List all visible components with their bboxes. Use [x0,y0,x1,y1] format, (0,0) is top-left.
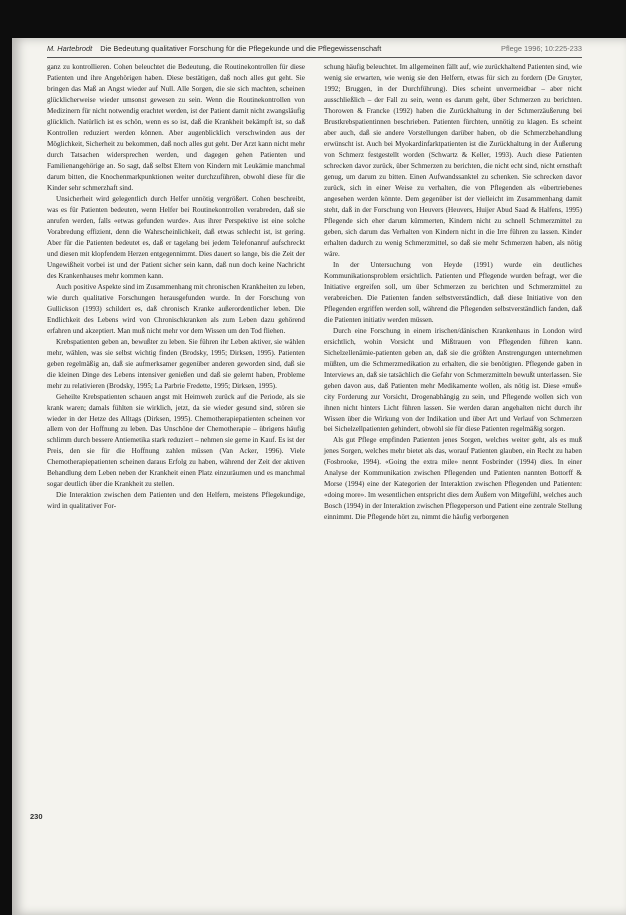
header-author: M. Hartebrodt [47,44,93,53]
paragraph: Auch positive Aspekte sind im Zusammenhang mit chronischen Krankheiten zu leben, wie durch qualitative Forschungen herausgefunden wurde. In der Forschung von Gullickson (1993) schildert es, daß chronisch Kranke außerordentlicher leben. Die Endlichkeit des Lebens wird von Chronischkranken als zum Leben dazu gehörend erfahren und akzeptiert. Man muß nicht mehr vor dem Wissen um den Tod fliehen. [47,282,305,335]
paragraph: In der Untersuchung von Heyde (1991) wurde ein deutliches Kommunikationsproblem ersichtlich. Patienten und Pflegende wurden befragt, wer die Initiative ergreifen soll, um über Schmerzen zu berichten und Schmerzmittel zu verabreichen. Die Patienten fanden selbstverständlich, daß diese Initiative von den Pflegenden ergriffen werden soll, während die Pflegenden selbstverständlich fanden, daß die Patienten initiativ werden müssen. [324,260,582,324]
page-number: 230 [30,812,43,821]
right-column [324,62,582,523]
paragraph: Unsicherheit wird gelegentlich durch Helfer unnötig vergrößert. Cohen beschreibt, was es für Patienten bedeuten, wenn Helfer bei Routinekontrollen verabreden, daß sie anrufen werden, falls «etwas gefunden wurde». Aus ihrer Perspektive ist eine solche Vorabredung effizient, denn die Wahrscheinlichkeit, daß etwas schlecht ist, ist gering. Aber für die Patienten bedeutet es, daß er tagelang bei jedem Telefonanruf aufschreckt und diesen mit klopfendem Herzen entgegennimmt. Dies dauert so lange, bis die Zeit der Ungewißheit vorbei ist und der Patient sicher sein kann, daß nun doch keine Nachricht des Krankenhauses mehr kommen kann. [47,194,305,280]
paragraph: Durch eine Forschung in einem irischen/dänischen Krankenhaus in London wird ersichtlich, wohin Vorsicht und Mißtrauen von Pflegenden führen kann. Sichelzellenämie-patienten geben an, daß sie die größten Anstrengungen unternehmen müßten, um die Schmerzmedikation zu erhalten, die sie benötigten. Pflegende gaben in Interviews an, daß sie tatsächlich die Gefahr von Schmerzmitteln bewußt unterlassen. Sie gehen davon aus, daß Patienten mehr Medikamente wollen, als nötig ist. Diese «muß» city Forderung zur Vorsicht, Drogenabhängig zu sein, und Pflegende wollen sich von ihnen nicht hinters Licht führen lassen. Sie werden daran angehalten nicht durch ihr Wissen über die Wirkung von der Indikation und über Art und Verlauf von Schmerzen bei Sichelzellpatienten gehindert, obwohl sie für diese Patienten regelmäßig sorgen. [324,326,582,434]
header-citation: Pflege 1996; 10:225-233 [501,44,582,53]
running-header [47,44,582,53]
paragraph: Geheilte Krebspatienten schauen angst mit Heimweh zurück auf die Periode, als sie krank waren; damals fühlten sie wirklich, jetzt, da sie wieder gesund sind, stören sie wieder in der Hetze des Alltags (Dirksen, 1995). Chemotherapiepatienten scheinen vor allem von der Hoffnung zu leben. Das Unschöne der Chemotherapie – übrigens häufig schlimm durch bessere Antiemetika stark reduziert – nehmen sie gerne in Kauf. Es ist der Preis, den sie für die Hoffnung zahlen müssen (Van Acker, 1996). Viele Chemotherapiepatienten scheinen daraus Erfolg zu haben, während der Zeit der aktiven Behandlung dem Leben neben der Krankheit einen Platz einzuräumen und es manchmal sogar deutlich über die Krankheit zu stellen. [47,392,305,489]
paragraph: Als gut Pflege empfinden Patienten jenes Sorgen, welches weiter geht, als es muß jenes Sorgen, welches mehr bietet als das, worauf Patienten glauben, ein Recht zu haben (Fosbrooke, 1994). «Going the extra mile» nennt Fosbrinder (1994) dies. In einer Analyse der Kommunikation zwischen Pflegenden und Patienten nannten Bottorff & Morse (1994) eine der Kategorien der Interaktion zwischen Pflegenden und Patienten: «doing more». Im wesentlichen entspricht dies dem Äußern von Mitgefühl, welches auch Bosch (1994) in der Interaktion zwischen Pflegeperson und Patient eine zentrale Stellung einnimmt. Die Pflegende hört zu, nimmt die häufig verborgenen [324,436,582,522]
header-rule [47,57,582,58]
paragraph: ganz zu kontrollieren. Cohen beleuchtet die Bedeutung, die Routinekontrollen für diese Patienten und ihre Angehörigen haben. Diese bestätigen, daß noch alles gut geht. Sie bringen das Maß an Angst wieder auf Null. Alle Sorgen, die sie sich machten, scheinen glücklicherweise wieder umsonst gewesen zu sein. Wenn die Routinekontrollen von Medizinern für nicht notwendig erachtet werden, ist der Patient damit nicht zwangsläufig glücklich. Natürlich ist es schön, wenn es so ist, daß die Krankheit bekämpft ist, so daß Kontrollen reduziert werden können. Aber augenblicklich verschwinden aus der Möglichkeit, Sicherheit zu bekommen, daß noch alles gut geht. Der Arzt kann nicht mehr durch Tatsachen widersprechen werden, und dagegen gehen Patienten und Familienangehörige an. So sagt, daß selbst Eltern von Kindern mit Leukämie manchmal darum bitten, die Knochenmarkpunktionen weiter durchzuführen, obwohl diese für die Kinder sehr schmerzhaft sind. [47,63,305,192]
header-title: Die Bedeutung qualitativer Forschung für die Pflegekunde und die Pflegewissenschaft [100,44,382,53]
paragraph: schung häufig beleuchtet. Im allgemeinen fällt auf, wie zurückhaltend Patienten sind, wie wenig sie erwarten, wie wenig sie den Helfern, etwas für sich zu fordern (De Gruyter, 1992; Bruggen, in der Durchführung). Dies scheint unvermeidbar – aber nicht ausschließlich – der Fall zu sein, wenn es darum geht, über Schmerzen zu berichten. Thorowen & Francke (1992) haben die Zurückhaltung in der Schmerzäußerung bei Brustkrebspatientinnen beschrieben. Patienten fürchten, unnötig zu klagen. Es scheint aber auch, daß sie andere Vorstellungen darüber haben, ob die Schmerzbehandlung erwünscht ist. Auch bei Myokardinfarktpatienten ist die Zurückhaltung in der Äußerung von Schmerz festgestellt worden (Schwartz & Keller, 1993). Auch diese Patienten schrecken davor zurück, über Schmerzen zu berichten, die nicht echt sind, nicht ernsthaft genug, um darum zu bitten. Einen Aufwandssanktel zu schenken. Sie schrecken davor zurück, sich in einer Weise zu verhalten, die von Pflegenden als «übertriebenes angesehen werden könnte. Dem gegenüber ist der vielleicht im Zusammenhang damit steht, daß in der Forschung von Heuvers (Heuvers, Huijer Abud Saad & Halfens, 1995) Pflegende sich eher darum kümmerten, Kindern nicht zu schnell Schmerzmittel zu geben, sich darum das Verhalten von Kindern nicht in die Irre führen zu lassen. Kinder erhalten dadurch zu wenig Schmerzmittel, so daß sie mehr Schmerzen haben, als nötig wäre. [324,63,582,258]
paragraph: Krebspatienten geben an, bewußter zu leben. Sie führen ihr Leben aktiver, sie wählen mehr, wählen, was sie selbst wichtig finden (Brodsky, 1995; Dirksen, 1995). Patienten geben regelmäßig an, daß sie aufmerksamer gegenüber anderen geworden sind, daß sie die kleinen Dinge des Lebens intensiver genießen und daß sie gelernt haben, Probleme mehr zu relativieren (Brodsky, 1995; La Parbrie Fredette, 1995; Dirksen, 1995). [47,337,305,390]
paragraph: Die Interaktion zwischen dem Patienten und den Helfern, meistens Pflegekundige, wird in qualitativer For- [47,491,305,511]
left-column [47,62,305,512]
